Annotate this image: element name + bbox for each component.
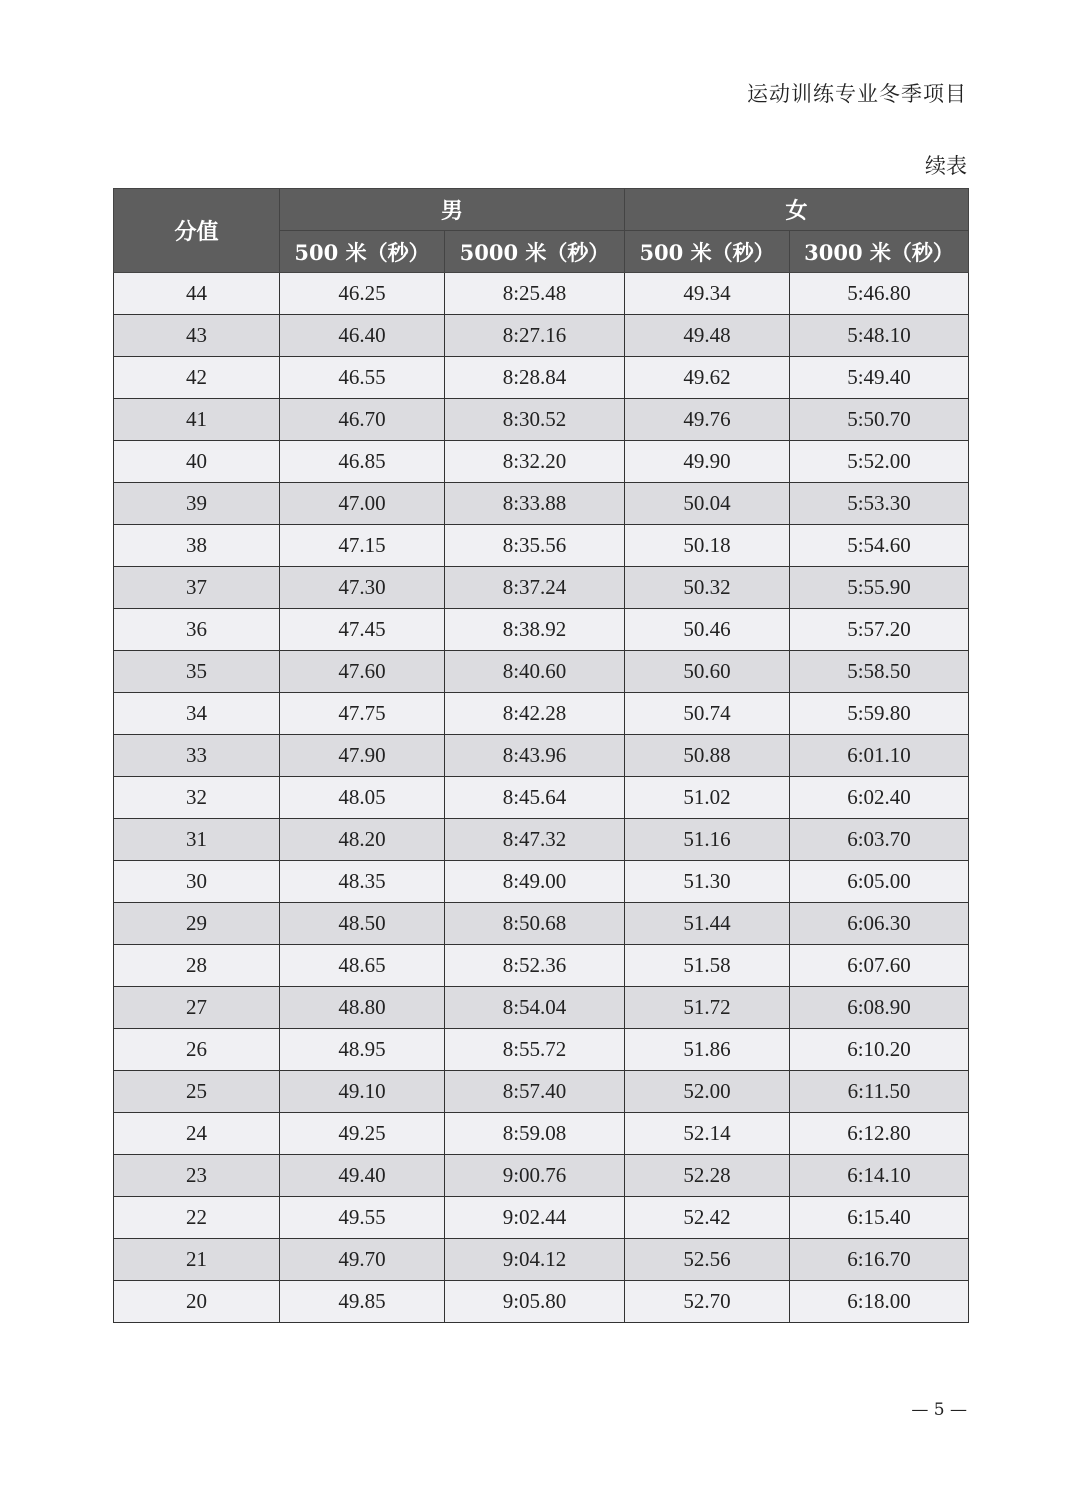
female-3000m-cell: 5:46.80 [790, 273, 969, 315]
male-5000m-cell: 8:30.52 [445, 399, 625, 441]
male-500m-cell: 46.40 [280, 315, 445, 357]
female-3000m-cell: 5:49.40 [790, 357, 969, 399]
female-3000m-cell: 6:18.00 [790, 1281, 969, 1323]
female-3000m-cell: 6:01.10 [790, 735, 969, 777]
female-500m-cell: 50.60 [625, 651, 790, 693]
female-500m-cell: 50.46 [625, 609, 790, 651]
male-500m-cell: 48.35 [280, 861, 445, 903]
male-5000m-cell: 8:38.92 [445, 609, 625, 651]
score-cell: 23 [114, 1155, 280, 1197]
score-cell: 27 [114, 987, 280, 1029]
female-3000m-cell: 6:11.50 [790, 1071, 969, 1113]
score-cell: 36 [114, 609, 280, 651]
table-row [114, 1197, 969, 1239]
female-500m-cell: 52.14 [625, 1113, 790, 1155]
table-row [114, 1071, 969, 1113]
male-500m-cell: 49.70 [280, 1239, 445, 1281]
male-500m-cell: 49.25 [280, 1113, 445, 1155]
male-500m-cell: 47.30 [280, 567, 445, 609]
female-3000m-cell: 5:50.70 [790, 399, 969, 441]
header-male-5000m: 5000 米（秒） [445, 231, 625, 273]
female-500m-cell: 49.62 [625, 357, 790, 399]
male-5000m-cell: 8:52.36 [445, 945, 625, 987]
score-cell: 26 [114, 1029, 280, 1071]
table-row [114, 819, 969, 861]
female-3000m-cell: 6:15.40 [790, 1197, 969, 1239]
score-cell: 34 [114, 693, 280, 735]
male-500m-cell: 47.90 [280, 735, 445, 777]
male-500m-cell: 47.00 [280, 483, 445, 525]
score-cell: 44 [114, 273, 280, 315]
male-5000m-cell: 9:00.76 [445, 1155, 625, 1197]
male-500m-cell: 49.85 [280, 1281, 445, 1323]
table-row [114, 651, 969, 693]
continuation-label: 续表 [925, 154, 967, 178]
male-500m-cell: 47.60 [280, 651, 445, 693]
male-500m-cell: 48.05 [280, 777, 445, 819]
score-cell: 39 [114, 483, 280, 525]
male-500m-cell: 46.55 [280, 357, 445, 399]
female-3000m-cell: 5:48.10 [790, 315, 969, 357]
male-500m-cell: 48.20 [280, 819, 445, 861]
table-row [114, 1281, 969, 1323]
male-5000m-cell: 8:45.64 [445, 777, 625, 819]
male-5000m-cell: 8:33.88 [445, 483, 625, 525]
male-5000m-cell: 9:02.44 [445, 1197, 625, 1239]
score-cell: 28 [114, 945, 280, 987]
female-3000m-cell: 6:08.90 [790, 987, 969, 1029]
table-row [114, 693, 969, 735]
table-row [114, 483, 969, 525]
score-cell: 43 [114, 315, 280, 357]
female-500m-cell: 52.70 [625, 1281, 790, 1323]
score-cell: 31 [114, 819, 280, 861]
male-500m-cell: 48.65 [280, 945, 445, 987]
score-cell: 33 [114, 735, 280, 777]
female-3000m-cell: 6:06.30 [790, 903, 969, 945]
female-3000m-cell: 6:10.20 [790, 1029, 969, 1071]
female-3000m-cell: 5:57.20 [790, 609, 969, 651]
male-5000m-cell: 9:04.12 [445, 1239, 625, 1281]
header-female-500m: 500 米（秒） [625, 231, 790, 273]
female-500m-cell: 49.34 [625, 273, 790, 315]
female-500m-cell: 52.28 [625, 1155, 790, 1197]
male-500m-cell: 47.45 [280, 609, 445, 651]
male-500m-cell: 49.55 [280, 1197, 445, 1239]
female-500m-cell: 51.72 [625, 987, 790, 1029]
score-cell: 32 [114, 777, 280, 819]
score-cell: 40 [114, 441, 280, 483]
male-500m-cell: 48.50 [280, 903, 445, 945]
female-500m-cell: 52.42 [625, 1197, 790, 1239]
page-number: — 5 — [911, 1400, 967, 1420]
table-row [114, 441, 969, 483]
female-500m-cell: 51.58 [625, 945, 790, 987]
female-3000m-cell: 5:59.80 [790, 693, 969, 735]
male-500m-cell: 46.85 [280, 441, 445, 483]
header-male-500m: 500 米（秒） [280, 231, 445, 273]
male-500m-cell: 47.75 [280, 693, 445, 735]
female-500m-cell: 52.00 [625, 1071, 790, 1113]
male-500m-cell: 48.80 [280, 987, 445, 1029]
male-5000m-cell: 8:37.24 [445, 567, 625, 609]
male-500m-cell: 48.95 [280, 1029, 445, 1071]
female-3000m-cell: 6:05.00 [790, 861, 969, 903]
score-table [113, 188, 969, 1323]
table-row [114, 903, 969, 945]
header-female-3000m: 3000 米（秒） [790, 231, 969, 273]
table-row [114, 315, 969, 357]
female-3000m-cell: 6:16.70 [790, 1239, 969, 1281]
male-500m-cell: 47.15 [280, 525, 445, 567]
running-head: 运动训练专业冬季项目 [747, 82, 967, 106]
male-5000m-cell: 8:55.72 [445, 1029, 625, 1071]
table-row [114, 525, 969, 567]
male-5000m-cell: 8:28.84 [445, 357, 625, 399]
female-500m-cell: 49.48 [625, 315, 790, 357]
female-500m-cell: 51.86 [625, 1029, 790, 1071]
male-500m-cell: 46.25 [280, 273, 445, 315]
score-cell: 24 [114, 1113, 280, 1155]
female-3000m-cell: 6:02.40 [790, 777, 969, 819]
female-3000m-cell: 6:12.80 [790, 1113, 969, 1155]
female-3000m-cell: 5:58.50 [790, 651, 969, 693]
male-5000m-cell: 8:59.08 [445, 1113, 625, 1155]
male-5000m-cell: 8:42.28 [445, 693, 625, 735]
score-cell: 21 [114, 1239, 280, 1281]
female-500m-cell: 51.30 [625, 861, 790, 903]
table-row [114, 567, 969, 609]
female-500m-cell: 49.90 [625, 441, 790, 483]
male-5000m-cell: 8:32.20 [445, 441, 625, 483]
female-3000m-cell: 5:53.30 [790, 483, 969, 525]
female-3000m-cell: 5:54.60 [790, 525, 969, 567]
female-3000m-cell: 6:07.60 [790, 945, 969, 987]
male-5000m-cell: 9:05.80 [445, 1281, 625, 1323]
table-row [114, 1239, 969, 1281]
score-cell: 38 [114, 525, 280, 567]
male-5000m-cell: 8:35.56 [445, 525, 625, 567]
male-5000m-cell: 8:43.96 [445, 735, 625, 777]
table-row [114, 609, 969, 651]
header-female: 女 [625, 189, 969, 231]
male-5000m-cell: 8:27.16 [445, 315, 625, 357]
male-500m-cell: 49.10 [280, 1071, 445, 1113]
table-row [114, 945, 969, 987]
male-5000m-cell: 8:57.40 [445, 1071, 625, 1113]
female-3000m-cell: 6:14.10 [790, 1155, 969, 1197]
table-row [114, 861, 969, 903]
female-500m-cell: 50.88 [625, 735, 790, 777]
male-5000m-cell: 8:25.48 [445, 273, 625, 315]
score-cell: 35 [114, 651, 280, 693]
table-row [114, 273, 969, 315]
score-cell: 42 [114, 357, 280, 399]
male-5000m-cell: 8:47.32 [445, 819, 625, 861]
table-body [114, 273, 969, 1323]
table-row [114, 735, 969, 777]
male-500m-cell: 46.70 [280, 399, 445, 441]
table-header [114, 189, 969, 273]
female-500m-cell: 51.44 [625, 903, 790, 945]
score-cell: 29 [114, 903, 280, 945]
score-cell: 25 [114, 1071, 280, 1113]
table-row [114, 1155, 969, 1197]
female-3000m-cell: 5:52.00 [790, 441, 969, 483]
female-500m-cell: 50.18 [625, 525, 790, 567]
score-cell: 30 [114, 861, 280, 903]
table-row [114, 987, 969, 1029]
female-500m-cell: 52.56 [625, 1239, 790, 1281]
female-3000m-cell: 5:55.90 [790, 567, 969, 609]
female-500m-cell: 50.32 [625, 567, 790, 609]
female-500m-cell: 50.04 [625, 483, 790, 525]
header-male: 男 [280, 189, 625, 231]
score-cell: 22 [114, 1197, 280, 1239]
female-500m-cell: 51.16 [625, 819, 790, 861]
table-row [114, 399, 969, 441]
female-500m-cell: 49.76 [625, 399, 790, 441]
table-row [114, 1029, 969, 1071]
score-cell: 37 [114, 567, 280, 609]
female-500m-cell: 50.74 [625, 693, 790, 735]
male-5000m-cell: 8:50.68 [445, 903, 625, 945]
male-5000m-cell: 8:54.04 [445, 987, 625, 1029]
table-row [114, 1113, 969, 1155]
score-cell: 20 [114, 1281, 280, 1323]
score-cell: 41 [114, 399, 280, 441]
male-500m-cell: 49.40 [280, 1155, 445, 1197]
table-row [114, 777, 969, 819]
header-score: 分值 [114, 189, 280, 273]
female-3000m-cell: 6:03.70 [790, 819, 969, 861]
female-500m-cell: 51.02 [625, 777, 790, 819]
table-row [114, 357, 969, 399]
male-5000m-cell: 8:49.00 [445, 861, 625, 903]
male-5000m-cell: 8:40.60 [445, 651, 625, 693]
